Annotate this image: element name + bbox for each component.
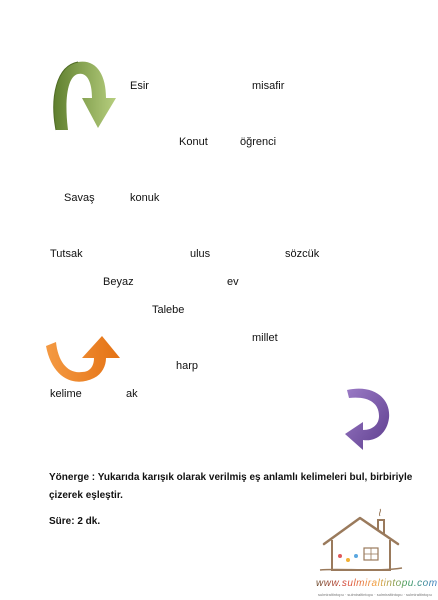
house-logo-icon [318, 510, 402, 576]
word-misafir: misafir [252, 80, 285, 92]
word-tutsak: Tutsak [50, 248, 83, 260]
word-sozcuk: sözcük [285, 248, 320, 260]
logo-site-text: www.sulmiraltintopu.com [316, 578, 438, 589]
word-savas: Savaş [64, 192, 95, 204]
curved-arrow-green-icon [48, 58, 120, 134]
word-konut: Konut [179, 136, 208, 148]
word-ak: ak [126, 388, 138, 400]
curved-arrow-orange-icon [44, 334, 128, 390]
word-ev: ev [227, 276, 239, 288]
word-harp: harp [176, 360, 199, 372]
instruction-line-1: Yönerge : Yukarıda karışık olarak verilmiş eş anlamlı kelimeleri bul, birbiriyle [49, 472, 413, 483]
curved-arrow-purple-icon [343, 382, 393, 454]
word-ogrenci: öğrenci [240, 136, 277, 148]
word-ulus: ulus [190, 248, 211, 260]
word-talebe: Talebe [152, 304, 185, 316]
word-esir: Esir [130, 80, 149, 92]
word-konuk: konuk [130, 192, 160, 204]
word-millet: millet [252, 332, 278, 344]
word-kelime: kelime [50, 388, 82, 400]
logo-social-handles: sulmiraltintopu · sulmiraltintopu · sulmiraltintopu · sulmiraltintopu [318, 592, 432, 597]
word-beyaz: Beyaz [103, 276, 134, 288]
time-limit: Süre: 2 dk. [49, 516, 101, 527]
instruction-line-2: çizerek eşleştir. [49, 490, 123, 501]
